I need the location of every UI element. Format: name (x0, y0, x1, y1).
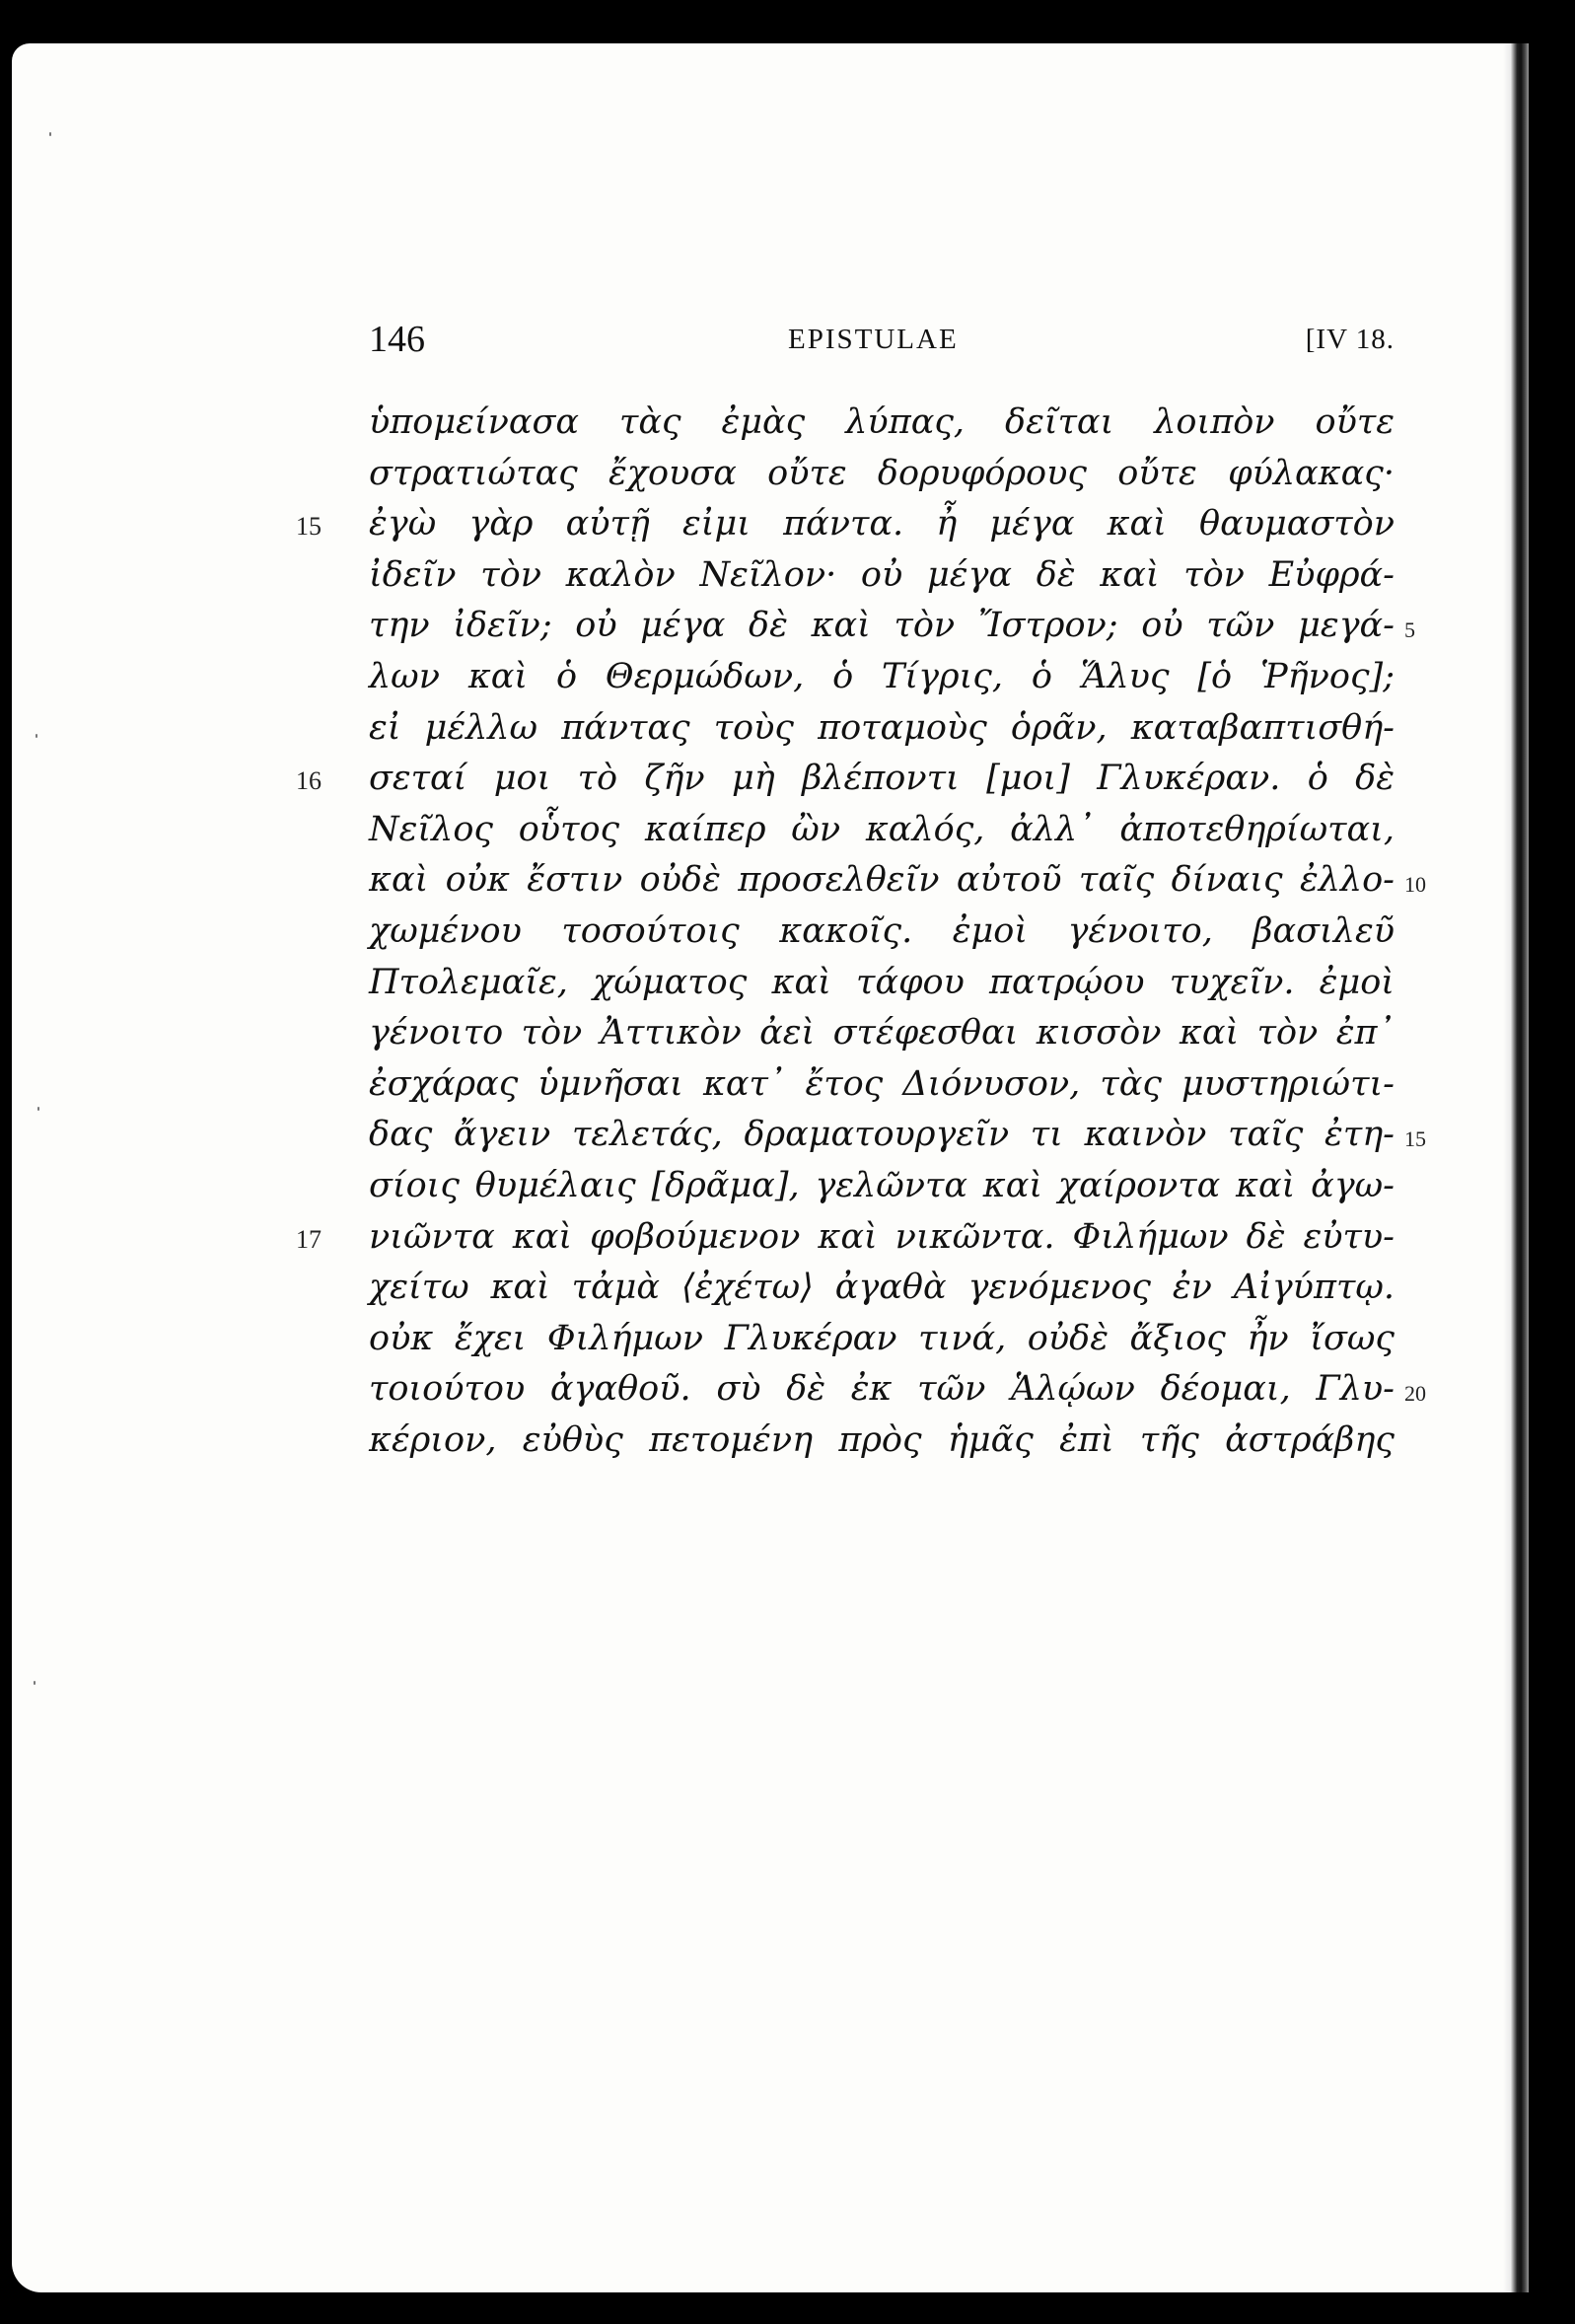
text-line (12, 400, 1529, 452)
greek-text-block (12, 400, 1529, 1469)
greek-line: ἐγὼ γὰρ αὐτῇ εἰμι πάντα. ἦ μέγα καὶ θαυμαστὸν (369, 504, 1395, 545)
line-number: 5 (1404, 617, 1415, 643)
text-line (12, 1164, 1529, 1215)
running-title: EPISTULAE (788, 324, 959, 355)
line-number: 15 (1404, 1126, 1426, 1152)
greek-line: οὐκ ἔχει Φιλήμων Γλυκέραν τινά, οὐδὲ ἄξιος ἦν ἴσως (369, 1318, 1395, 1358)
greek-line: εἰ μέλλω πάντας τοὺς ποταμοὺς ὁρᾶν, καταβαπτισθή- (369, 707, 1395, 748)
text-line (12, 502, 1529, 553)
text-line (12, 909, 1529, 961)
text-line (12, 1317, 1529, 1368)
line-number: 10 (1404, 872, 1426, 898)
greek-line: ἐσχάρας ὑμνῆσαι κατ᾽ ἔτος Διόνυσον, τὰς μυστηριώτι- (369, 1063, 1395, 1104)
scan-speck (34, 1681, 36, 1685)
section-number: 17 (296, 1224, 322, 1254)
greek-line: την ἰδεῖν; οὐ μέγα δὲ καὶ τὸν Ἴστρον; οὐ τῶν μεγά- (369, 606, 1395, 646)
greek-line: Νεῖλος οὗτος καίπερ ὢν καλός, ἀλλ᾽ ἀποτεθηρίωται, (369, 809, 1395, 849)
text-line (12, 1062, 1529, 1114)
greek-line: τοιούτου ἀγαθοῦ. σὺ δὲ ἐκ τῶν Ἁλῴων δέομαι, Γλυ- (369, 1369, 1395, 1410)
greek-line: καὶ οὐκ ἔστιν οὐδὲ προσελθεῖν αὐτοῦ ταῖς δίναις ἐλλο- (369, 860, 1395, 901)
greek-line: δας ἄγειν τελετάς, δραματουργεῖν τι καινὸν ταῖς ἐτη- (369, 1115, 1395, 1155)
text-line (12, 452, 1529, 503)
greek-line: ὑπομείνασα τὰς ἐμὰς λύπας, δεῖται λοιπὸν οὔτε (369, 402, 1395, 442)
section-number: 15 (296, 512, 322, 542)
greek-line: στρατιώτας ἔχουσα οὔτε δορυφόρους οὔτε φύλακας· (369, 453, 1395, 493)
text-line (12, 1418, 1529, 1470)
greek-line: σίοις θυμέλαις [δρᾶμα], γελῶντα καὶ χαίροντα καὶ ἀγω- (369, 1165, 1395, 1205)
greek-line: ἰδεῖν τὸν καλὸν Νεῖλον· οὐ μέγα δὲ καὶ τὸν Εὐφρά- (369, 554, 1395, 595)
section-number: 16 (296, 766, 322, 796)
text-line (12, 858, 1529, 909)
text-line (12, 808, 1529, 859)
page-header (369, 318, 1395, 365)
scan-speck (49, 132, 51, 136)
text-line (12, 961, 1529, 1012)
text-line (12, 757, 1529, 808)
greek-line: χείτω καὶ τἀμὰ ⟨ἐχέτω⟩ ἀγαθὰ γενόμενος ἐν Αἰγύπτῳ. (369, 1268, 1395, 1308)
text-line (12, 1215, 1529, 1267)
book-page (12, 43, 1529, 2292)
text-line (12, 1367, 1529, 1418)
greek-line: γένοιτο τὸν Ἀττικὸν ἀεὶ στέφεσθαι κισσὸν καὶ τὸν ἐπ᾽ (369, 1013, 1395, 1053)
page-number: 146 (369, 319, 425, 360)
text-line (12, 553, 1529, 605)
greek-line: λων καὶ ὁ Θερμώδων, ὁ Τίγρις, ὁ Ἅλυς [ὁ Ῥῆνος]; (369, 656, 1395, 696)
text-line (12, 655, 1529, 706)
section-reference: [IV 18. (1305, 324, 1395, 355)
line-number: 20 (1404, 1381, 1426, 1407)
text-line (12, 604, 1529, 655)
greek-line: Πτολεμαῖε, χώματος καὶ τάφου πατρῴου τυχεῖν. ἐμοὶ (369, 962, 1395, 1002)
greek-line: χωμένου τοσούτοις κακοῖς. ἐμοὶ γένοιτο, βασιλεῦ (369, 910, 1395, 951)
text-line (12, 1266, 1529, 1317)
greek-line: κέριον, εὐθὺς πετομένη πρὸς ἡμᾶς ἐπὶ τῆς ἀστράβης (369, 1419, 1395, 1460)
binding-edge (1503, 43, 1529, 2292)
greek-line: νιῶντα καὶ φοβούμενον καὶ νικῶντα. Φιλήμων δὲ εὐτυ- (369, 1216, 1395, 1257)
text-line (12, 1011, 1529, 1062)
text-line (12, 1113, 1529, 1164)
greek-line: σεταί μοι τὸ ζῆν μὴ βλέποντι [μοι] Γλυκέραν. ὁ δὲ (369, 759, 1395, 799)
text-line (12, 706, 1529, 758)
